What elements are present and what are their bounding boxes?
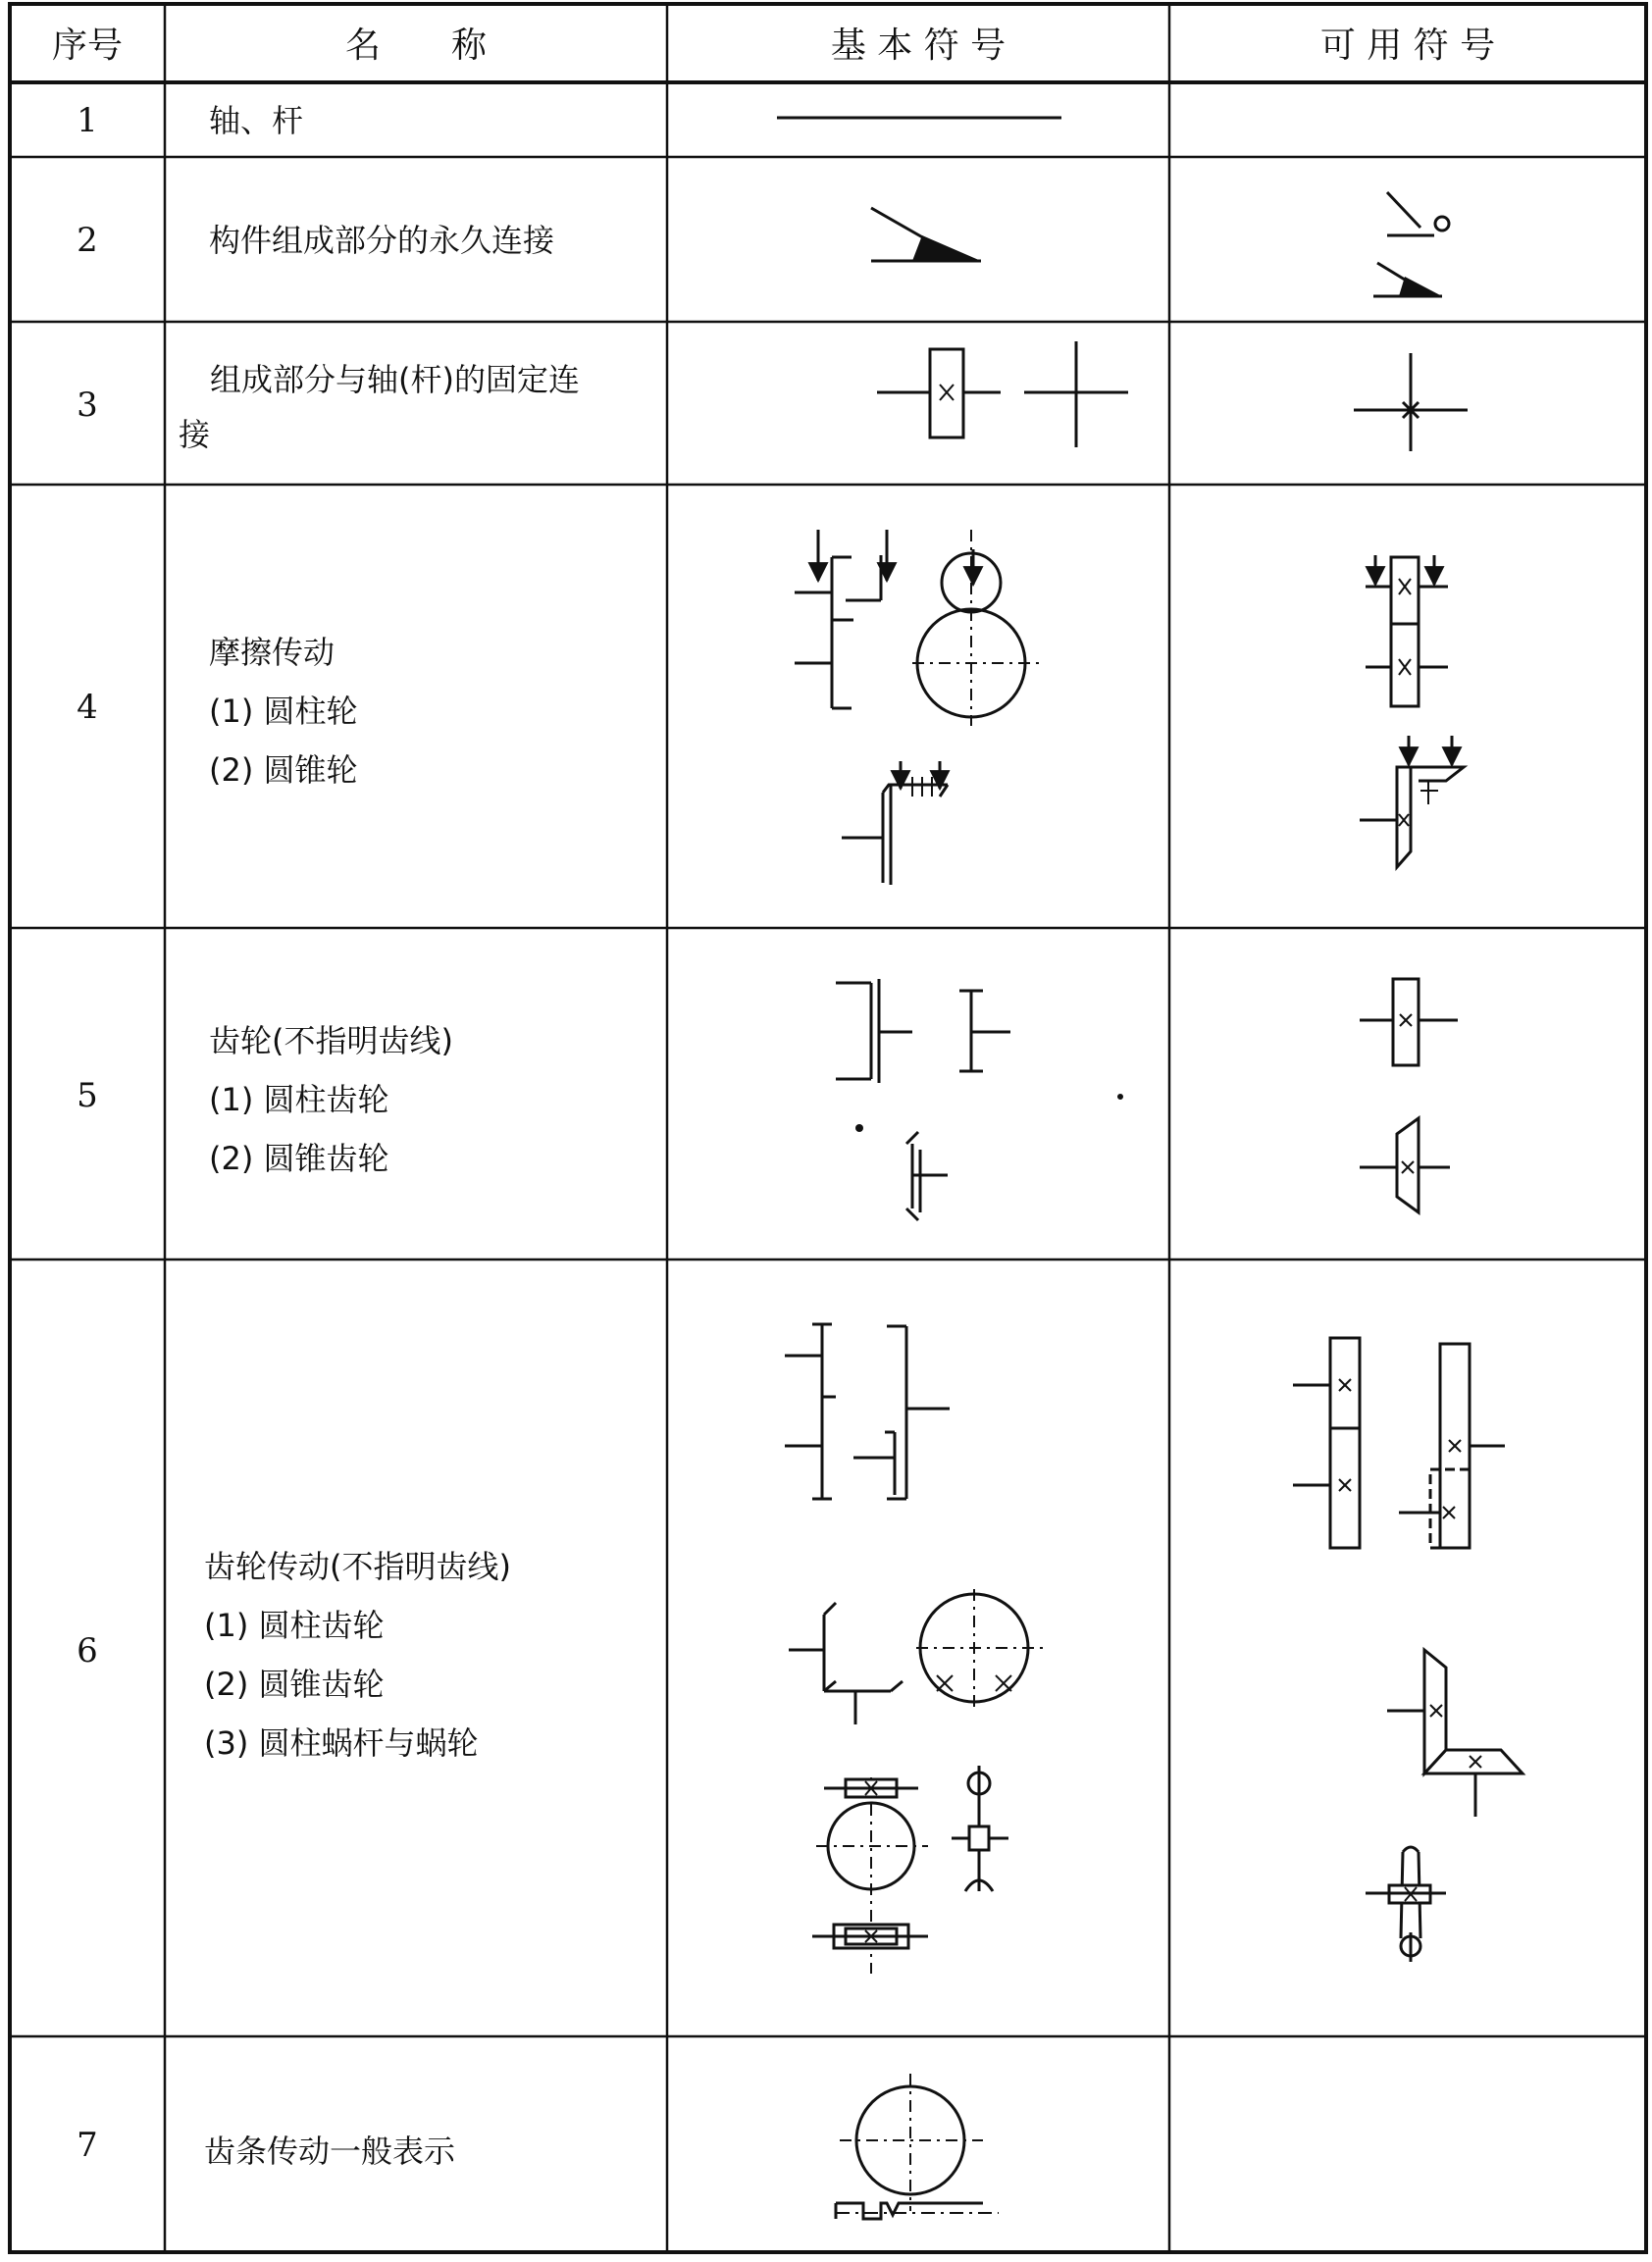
bevel-gear-drive-alt-symbol: [1387, 1650, 1523, 1817]
row-4-seq: 4: [77, 688, 98, 727]
friction-circles-symbol: [912, 530, 1040, 726]
row-3-name-line: 接: [179, 416, 211, 453]
fixed-connection-alt-symbol: [1354, 353, 1468, 451]
row-2-name-line: 构件组成部分的永久连接: [209, 222, 555, 259]
row-4-name-line: (1) 圆柱轮: [209, 693, 358, 730]
row-6-name-line: (3) 圆柱蜗杆与蜗轮: [204, 1724, 479, 1762]
friction-bevel-alt-symbol: [1360, 736, 1464, 867]
cylindrical-gear-drive-symbol: [785, 1324, 950, 1499]
row-7-name-line: 齿条传动一般表示: [204, 2133, 456, 2170]
cylindrical-gear-symbol: [836, 979, 1010, 1083]
header-seq: 序号: [51, 26, 124, 66]
fixed-connection-symbol: [877, 341, 1128, 447]
rack-drive-symbol: [836, 2074, 999, 2219]
row-1-name-line: 轴、杆: [209, 102, 304, 139]
row-6-seq: 6: [77, 1631, 98, 1671]
row-5-name-line: 齿轮(不指明齿线): [209, 1022, 453, 1059]
bevel-gear-alt-symbol: [1360, 1118, 1450, 1212]
row-6-name-line: (1) 圆柱齿轮: [204, 1607, 385, 1644]
worm-gear-drive-symbol: [812, 1777, 928, 1974]
cylindrical-gear-alt-symbol: [1360, 979, 1458, 1065]
row-5-seq: 5: [77, 1076, 98, 1115]
scan-dots: [855, 1094, 1123, 1132]
header-optional-symbol: 可 用 符 号: [1319, 26, 1496, 66]
row-2-seq: 2: [77, 221, 98, 260]
bevel-gear-symbol: [906, 1132, 948, 1220]
row-4-name-line: 摩擦传动: [209, 634, 336, 671]
worm-gear-side-symbol: [952, 1766, 1008, 1891]
row-7-seq: 7: [77, 2126, 98, 2165]
row-6-name-line: 齿轮传动(不指明齿线): [204, 1548, 511, 1585]
row-1-seq: 1: [77, 101, 98, 140]
permanent-connection-symbol: [871, 208, 981, 261]
bevel-gear-drive-symbol: [789, 1603, 903, 1724]
header-name: 名 称: [344, 26, 488, 66]
friction-cylinder-alt-symbol: [1366, 555, 1448, 706]
row-3-seq: 3: [77, 386, 98, 425]
row-4-name-line: (2) 圆锥轮: [209, 751, 358, 789]
row-5-name-line: (1) 圆柱齿轮: [209, 1081, 389, 1118]
permanent-connection-alt-symbol: [1373, 192, 1449, 296]
header-basic-symbol: 基 本 符 号: [830, 26, 1007, 66]
row-5-name-line: (2) 圆锥齿轮: [209, 1140, 389, 1177]
cylindrical-gear-drive-alt-symbol: [1293, 1338, 1505, 1548]
worm-gear-drive-alt-symbol: [1366, 1847, 1446, 1962]
row-6-name-line: (2) 圆锥齿轮: [204, 1666, 385, 1703]
row-3-name-line: 组成部分与轴(杆)的固定连: [179, 361, 580, 398]
friction-bevel-symbol: [842, 761, 948, 885]
friction-cylinder-symbol: [795, 530, 887, 708]
bevel-gear-drive-circle-symbol: [916, 1589, 1048, 1711]
